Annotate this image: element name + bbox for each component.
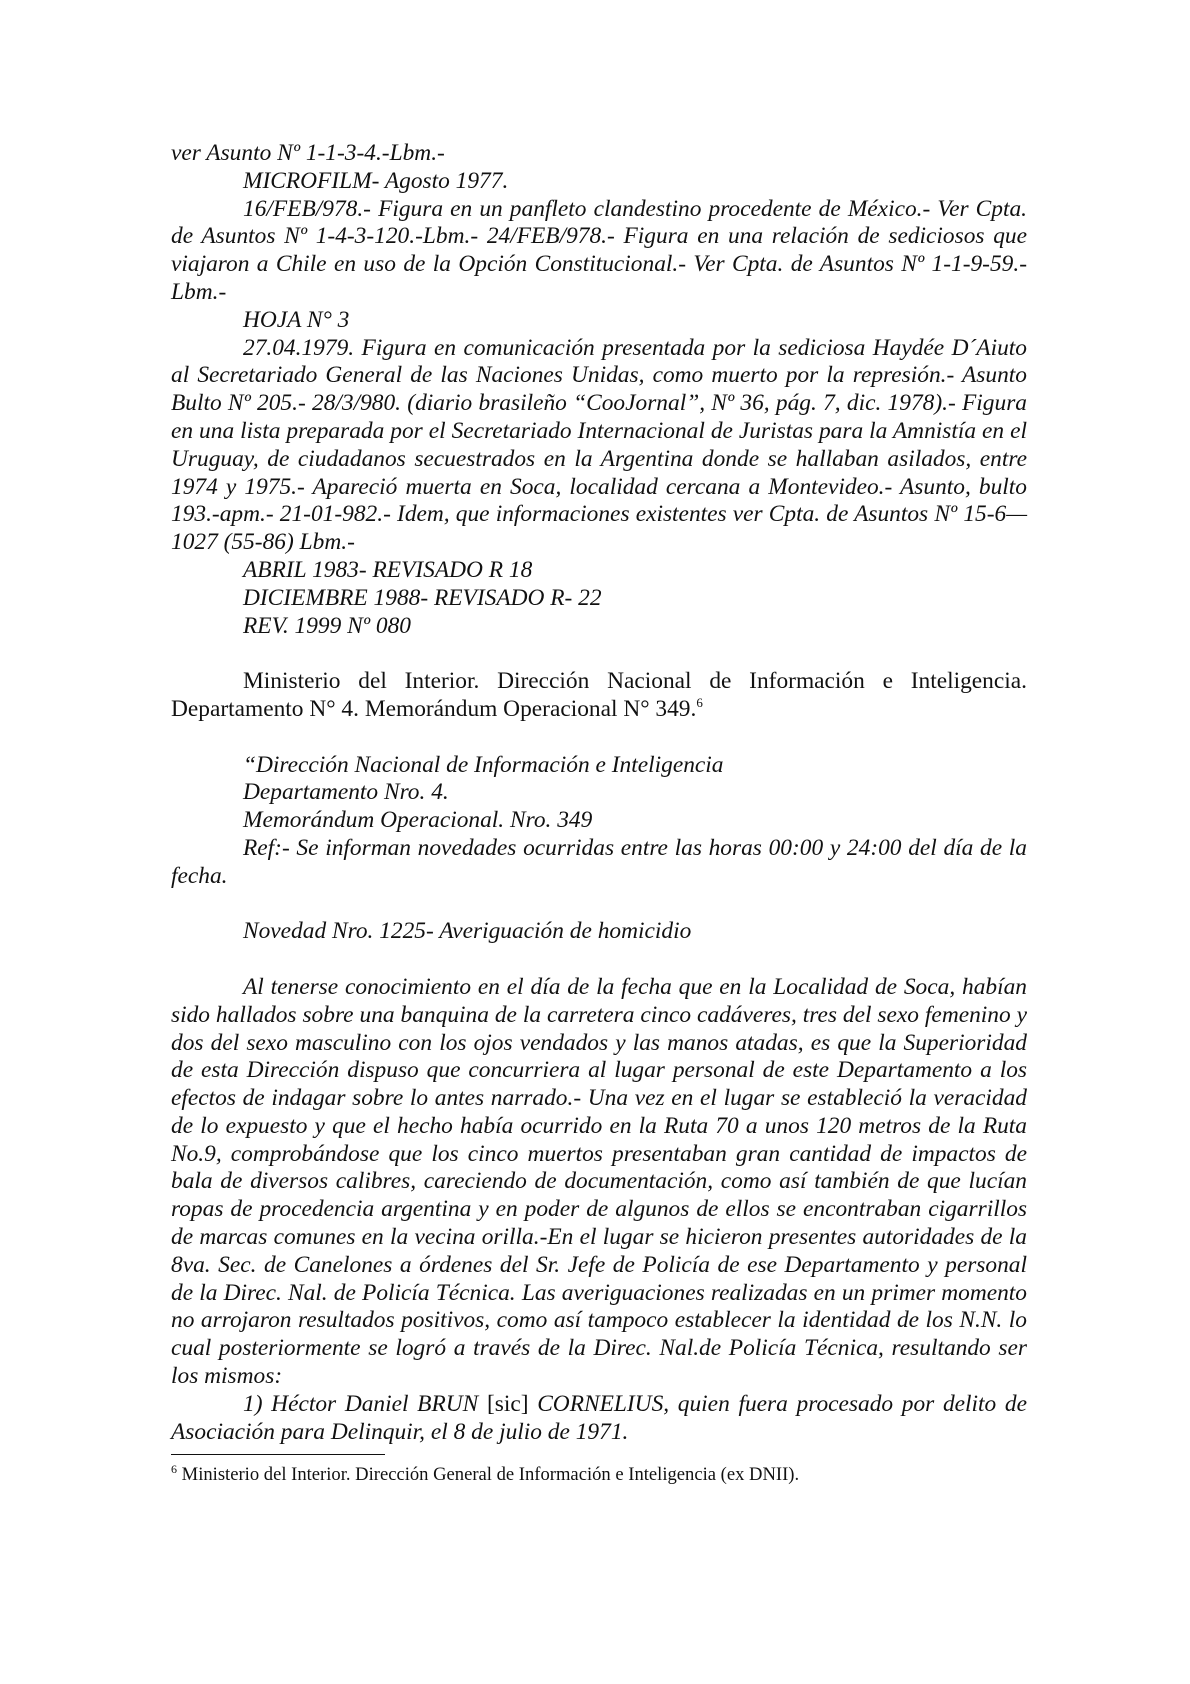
paragraph: Al tenerse conocimiento en el día de la fecha que en la Localidad de Soca, habían sido hallados sobre una banquina de la carretera cinco cadáveres, tres del sexo femenino y dos del sexo masculino con los ojos vendados y las manos atadas, es que la Superioridad de esta Dirección dispuso que concurriera al lugar personal de este Departamento a los efectos de indagar sobre lo antes narrado.- Una vez en el lugar se estableció la veracidad de lo expuesto y que el hecho había ocurrido en la Ruta 70 a unos 120 metros de la Ruta No.9, comprobándose que los cinco muertos presentaban gran cantidad de impactos de bala de diversos calibres, careciendo de documentación, como así también de que lucían ropas de procedencia argentina y en poder de algunos de ellos se encontraban cigarrillos de marcas comunes en la vecina orilla.-En el lugar se hicieron presentes autoridades de la 8va. Sec. de Canelones a órdenes del Sr. Jefe de Policía de ese Departamento y personal de la Direc. Nal. de Policía Técnica. Las averiguaciones realizadas en un primer momento no arrojaron resultados positivos, como así tampoco establecer la identidad de los N.N. lo cual posteriormente se logró a través de la Direc. Nal.de Policía Técnica, resultando ser los mismos:	[171, 973, 1027, 1390]
paragraph: Departamento Nro. 4.	[243, 779, 449, 806]
paragraph: DICIEMBRE 1988- REVISADO R- 22	[243, 584, 602, 611]
footnote-text: Ministerio del Interior. Dirección General de Información e Inteligencia (ex DNII).	[181, 1464, 800, 1485]
paragraph-text: CORNELIUS, quien fuera procesado por delito de Asociación para Delinquir, el 8 de julio de 1971.	[171, 1390, 1027, 1445]
footnote-divider	[171, 1454, 385, 1455]
paragraph: 27.04.1979. Figura en comunicación presentada por la sediciosa Haydée D´Aiuto al Secretariado General de las Naciones Unidas, como muerto por la represión.- Asunto Bulto Nº 205.- 28/3/980. (diario brasileño “CooJornal”, Nº 36, pág. 7, dic. 1978).- Figura en una lista preparada por el Secretariado Internacional de Juristas para la Amnistía en el Uruguay, de ciudadanos secuestrados en la Argentina donde se hallaban asilados, entre 1974 y 1975.- Apareció muerta en Soca, localidad cercana a Montevideo.- Asunto, bulto 193.-apm.- 21-01-982.- Idem, que informaciones existentes ver Cpta. de Asuntos Nº 15-6—1027 (55-86) Lbm.-	[171, 334, 1027, 556]
paragraph-text: Ministerio del Interior. Dirección Nacional de Información e Inteligencia. Departamento N° 4. Memorándum Operacional N° 349.	[171, 668, 1027, 722]
footnote-number: 6	[171, 1461, 177, 1476]
paragraph: MICROFILM- Agosto 1977.	[243, 167, 509, 194]
paragraph-text: 1) Héctor Daniel BRUN	[243, 1390, 479, 1417]
paragraph: ver Asunto Nº 1-1-3-4.-Lbm.-	[171, 140, 445, 166]
document-body	[171, 140, 1027, 1446]
paragraph: Memorándum Operacional. Nro. 349	[243, 807, 593, 834]
footnote-reference: 6	[696, 695, 703, 711]
paragraph: “Dirección Nacional de Información e Inteligencia	[243, 751, 724, 778]
spacer	[171, 640, 1027, 668]
paragraph: HOJA N° 3	[243, 306, 350, 333]
sic-note: [sic]	[486, 1390, 529, 1417]
spacer	[171, 946, 1027, 974]
paragraph	[171, 668, 1027, 724]
paragraph: Novedad Nro. 1225- Averiguación de homicidio	[243, 918, 692, 945]
paragraph: REV. 1999 Nº 080	[243, 612, 411, 639]
spacer	[171, 891, 1027, 919]
spacer	[171, 724, 1027, 752]
paragraph: Ref:- Se informan novedades ocurridas entre las horas 00:00 y 24:00 del día de la fecha.	[171, 834, 1027, 889]
paragraph	[171, 1391, 1027, 1447]
paragraph: ABRIL 1983- REVISADO R 18	[243, 556, 533, 583]
footnote	[171, 1463, 1027, 1487]
paragraph: 16/FEB/978.- Figura en un panfleto clandestino procedente de México.- Ver Cpta. de Asuntos Nº 1-4-3-120.-Lbm.- 24/FEB/978.- Figura en una relación de sediciosos que viajaron a Chile en uso de la Opción Constitucional.- Ver Cpta. de Asuntos Nº 1-1-9-59.-Lbm.-	[171, 195, 1027, 305]
